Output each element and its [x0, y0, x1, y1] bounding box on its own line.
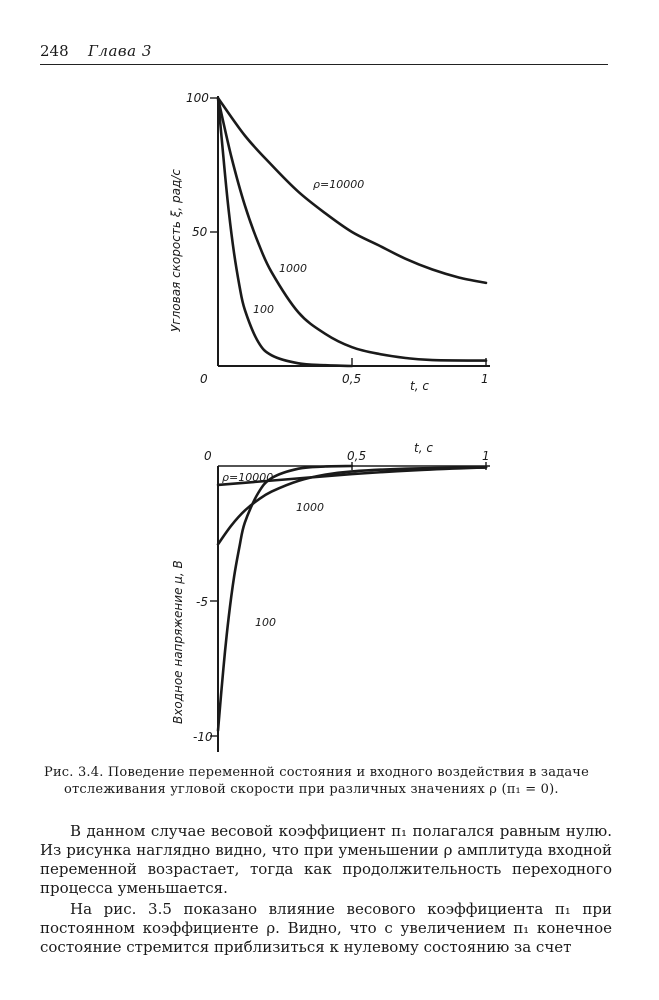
x-axis-label-top: t, c	[410, 379, 429, 393]
curve-label-top-100: 100	[253, 303, 274, 316]
paragraph-2: На рис. 3.5 показано влияние весового коэффициента π₁ при постоянном коэффициенте ρ. Видно, что с увеличением π₁ конечное состояние стремится приблизиться к нулевому состоянию за счет	[40, 900, 612, 956]
y-tick-label-100: 100	[186, 91, 209, 105]
chart-input-voltage	[171, 441, 490, 752]
series-line-top-2	[218, 98, 352, 366]
curve-label-top-10000: ρ=10000	[313, 178, 365, 191]
body-text	[40, 822, 612, 957]
y-axis-label-top: Угловая скорость ξ, рад/с	[169, 169, 183, 332]
chapter-title: Глава 3	[88, 42, 152, 60]
curve-label-bottom-1000: 1000	[296, 501, 324, 514]
y-tick-label-minus-10: -10	[193, 730, 213, 744]
chart-angular-velocity	[169, 91, 490, 393]
curve-label-top-1000: 1000	[279, 262, 307, 275]
curve-label-bottom-100: 100	[255, 616, 276, 629]
paragraph-1: В данном случае весовой коэффициент π₁ полагался равным нулю. Из рисунка наглядно видно, что при уменьшении ρ амплитуда входной переменной возрастает, тогда как продолжительность переходного процесса уменьшается.	[40, 822, 612, 897]
x-tick-label-bottom-0-5: 0,5	[347, 449, 367, 463]
x-tick-label-1: 1	[481, 372, 489, 386]
x-axis-label-bottom: t, c	[414, 441, 433, 455]
y-tick-label-minus-5: -5	[196, 595, 208, 609]
x-tick-label-bottom-1: 1	[482, 449, 490, 463]
caption-line-1: Рис. 3.4. Поведение переменной состояния и входного воздействия в задаче	[44, 765, 589, 780]
y-tick-label-50: 50	[192, 225, 208, 239]
x-tick-label-bottom-0: 0	[204, 449, 212, 463]
caption-line-2: отслеживания угловой скорости при различных значениях ρ (π₁ = 0).	[64, 782, 559, 797]
figure-caption	[44, 764, 616, 798]
page-number: 248	[40, 42, 69, 60]
curve-label-bottom-10000: ρ=10000	[222, 471, 274, 484]
series-line-bottom-2	[218, 466, 352, 731]
x-tick-label-0-5: 0,5	[342, 372, 362, 386]
series-line-top-1	[218, 98, 486, 361]
x-tick-label-0: 0	[200, 372, 208, 386]
y-axis-label-bottom: Входное напряжение μ, В	[171, 560, 185, 724]
